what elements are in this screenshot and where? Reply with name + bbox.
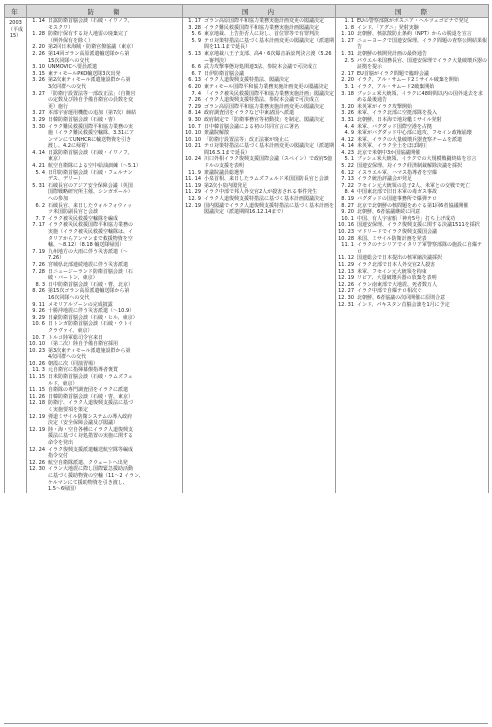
entry-text: 国連安保理、対イラク経済制裁解除決議を採択 <box>357 163 463 170</box>
defense-entry <box>27 203 182 216</box>
entry-text: イラク人道復興支援特措法に基づく基本計画閣議決定 <box>204 196 325 203</box>
entry-text: 日豪防衛首脳会談（石破・ヒル、東京） <box>48 314 138 321</box>
entry-text: イラク被災民救援空輸隊を編成 <box>48 215 119 222</box>
entry-text: 十勝沖地震に伴う災害派遣（～10.9） <box>48 308 135 315</box>
entry-date: 8. 3 <box>35 281 45 288</box>
year-cell <box>5 18 27 493</box>
entry-text: イラク、アル・サムード2破棄開始 <box>357 83 435 90</box>
international-entry <box>336 130 488 137</box>
entry-text: イラク復興支援派遣輸送航空隊等編成 指令交付 <box>48 446 134 460</box>
entry-date: 12. 31 <box>338 301 354 308</box>
entry-text: 米軍、イラクの大量破壊兵器査察チームを派遣 <box>357 136 463 143</box>
entry-date: 3. 27 <box>32 90 45 97</box>
entry-text: 第2次東ティモール派遣施設群から第 3次同群への交代 <box>48 77 131 90</box>
domestic-entry <box>183 156 335 169</box>
entry-date: 11. 15 <box>29 387 45 394</box>
international-entry <box>336 209 488 216</box>
entry-text: 北朝鮮の核開発計画の最終通告 <box>357 50 428 57</box>
entry-text: 第15次ゴラン高原派遣輸送隊から第 16次同隊への交代 <box>48 288 130 301</box>
entry-text: ゴラン高原国際平和協力業務実施計画変更の閣議決定 <box>204 103 325 110</box>
entry-date: 3. 28 <box>188 24 201 31</box>
entry-text: 九州地方の大雨に伴う災害派遣（～ 7.26） <box>48 248 129 262</box>
entry-text: 米英軍、イラク全土をほぼ制圧 <box>357 143 428 150</box>
defense-entry <box>27 269 182 282</box>
entry-text: 元自衛官に指揮幕僚指導者褒賞 <box>48 367 119 374</box>
entry-date: 10. 16 <box>338 222 354 229</box>
entry-date: 1. 14 <box>32 18 45 24</box>
entry-date: 6. 20 <box>188 83 201 90</box>
domestic-entry <box>183 38 335 51</box>
defense-entry <box>27 18 182 31</box>
entry-text: 米軍、バグダッド国際空港を占拠 <box>357 123 432 130</box>
entry-date: 7. 4 <box>191 90 201 97</box>
entry-date: 8. 19 <box>341 196 354 203</box>
entry-date: 3. 26 <box>341 110 354 117</box>
international-entry <box>336 31 488 38</box>
entry-text: 東京地裁八王子支部、高4・6次爆音訴訟判決言渡（5.26ー審判決） <box>204 50 332 64</box>
entry-text: 米軍、フセイン元大統領を拘束 <box>357 268 427 275</box>
entry-text: 「防衛庁設置法等一部改正法」（自衛官 の定数及び陸自予備自衛官の員数を変 更）施行 <box>48 90 136 110</box>
defense-entry <box>27 447 182 460</box>
entry-text: 航空自衛隊派遣、クウェートへ出発 <box>48 459 128 466</box>
year-column-header: 年 <box>5 5 27 18</box>
defense-column <box>27 18 183 493</box>
international-entry <box>336 196 488 203</box>
entry-date: 7. 26 <box>188 97 201 104</box>
entry-date: 10. 24 <box>185 156 201 163</box>
entry-date: 10. 23 <box>338 229 354 235</box>
entry-date: 10. 10 <box>185 130 201 137</box>
entry-text: 弾道ミサイル防衛システムの導入政府 決定（安全保障会議及び閣議） <box>48 413 133 427</box>
entry-text: 米英軍がイラク攻撃開始 <box>357 103 413 110</box>
defense-entry <box>27 308 182 315</box>
international-entry <box>336 18 488 25</box>
entry-text: 北京で北朝鮮の核問題をめぐる第1回6者協議開催 <box>357 202 469 209</box>
defense-entry <box>27 387 182 394</box>
entry-date: 10. 6 <box>32 321 45 328</box>
entry-text: 北朝鮮、6者協議継続に同意 <box>357 209 421 216</box>
international-column <box>336 18 489 493</box>
entry-text: ブッシュ米大統領、イラクに48時間以内の国外退去を求める最後通告 <box>357 90 483 104</box>
entry-date: 1. 31 <box>341 50 354 57</box>
entry-text: マドリードでイラク復興支援国会議 <box>357 229 438 235</box>
domestic-entry <box>183 97 335 104</box>
entry-text: イスラエル軍、ハマス指導者を空爆 <box>357 169 437 176</box>
entry-date: 11. 12 <box>338 255 354 262</box>
defense-entry <box>27 117 182 124</box>
domestic-entry <box>183 117 335 124</box>
entry-date: 10. 23 <box>29 347 45 354</box>
entry-text: 国内閣議でイラク人道復興支援特措法に基づく基本計画を閣議決定（派遣期間16.12.14まで） <box>204 202 335 216</box>
entry-text: 宮城県北部連続地震に伴う災害派遣 <box>48 261 129 268</box>
defense-entry <box>27 31 182 44</box>
entry-text: UNMOVICへ要員派遣 <box>48 64 97 71</box>
domestic-column-header: 国 内 <box>183 5 336 18</box>
entry-date: 2. 20 <box>32 44 45 51</box>
domestic-entry <box>183 196 335 203</box>
entry-text: 日米防衛首脳会談（石破・ラムズフェ ルド、東京） <box>48 374 133 387</box>
entry-date: 3. 18 <box>341 90 354 97</box>
defense-entry <box>27 170 182 183</box>
entry-date: 5. 4 <box>35 169 45 176</box>
international-entry <box>336 222 488 229</box>
chronology-page <box>4 4 488 723</box>
entry-text: 防衛庁保有する対人地雷の廃棄完了 （例外保有を除く） <box>48 31 129 44</box>
chronology-table <box>4 4 489 493</box>
entry-date: 3. 29 <box>32 116 45 123</box>
entry-date: 7. 19 <box>32 248 45 255</box>
entry-text: 川口外相イラク復興支援国際会議（スペイン）で政府5億ドルの支援を表明 <box>204 156 333 170</box>
entry-date: 2. 5 <box>344 57 354 64</box>
domestic-entry <box>183 130 335 137</box>
entry-date: 7. 7 <box>35 215 45 222</box>
entry-text: 政府制定で「防衛事務官等初動技」を制定、閣議決定 <box>204 116 325 123</box>
entry-text: 防衛庁、イラク人道復興支援法に基づ く実施要項を策定 <box>48 400 134 414</box>
entry-date: 5. 13 <box>188 50 201 57</box>
international-entry <box>336 262 488 269</box>
defense-entry <box>27 466 182 492</box>
entry-date: 10. 26 <box>29 360 45 367</box>
entry-text: 政府調査団をイラクなど中東諸国へ派遣 <box>204 110 295 117</box>
international-entry <box>336 77 488 84</box>
domestic-entry <box>183 176 335 183</box>
defense-entry <box>27 341 182 348</box>
entry-text: トルコ陸軍総司令官来日 <box>48 334 104 341</box>
entry-text: テロ対策特措法に基づく基本計画変更の閣議決定（派遣期間16.5.1まで延長） <box>204 143 335 156</box>
entry-text: イラン大地震に際し国際緊急援助活動 に基づく援助物資の空輸（11～2 イラン、 ケルマンにて援助物資を引き渡し、 1.5～6帰国） <box>48 466 144 493</box>
entry-date: 4. 12 <box>341 136 354 143</box>
entry-date: 12. 19 <box>29 426 45 433</box>
entry-text: イラク中部で邦人外交官2人が殺害される事件発生 <box>204 189 318 196</box>
international-entry <box>336 176 488 183</box>
defense-entry <box>27 321 182 334</box>
entry-text: イラン南東部で大地震、死者数万人 <box>357 281 438 288</box>
entry-text: イラクのナシリアでイタリア軍警察部隊の施設に自爆テロ <box>357 242 483 255</box>
entry-text: インド、パキスタン首脳会談を1月に予定 <box>357 301 450 308</box>
domestic-entry <box>183 51 335 64</box>
defense-entry <box>27 262 182 269</box>
entry-date: 8. 27 <box>341 202 354 209</box>
entry-date: 7. 17 <box>32 222 45 229</box>
year-label: 2003 （平成15） <box>7 20 23 40</box>
entry-date: 10. 21 <box>185 143 201 150</box>
entry-text: 中国、有人宇宙船「神舟5号」打ち上げ成功 <box>357 215 456 222</box>
entry-date: 12. 13 <box>338 268 354 275</box>
domestic-entry <box>183 110 335 117</box>
entry-text: 日印防衛首脳会談（石破・フェルナン デス、デリー） <box>48 169 133 183</box>
entry-text: メモリアルゾーンの完成披露 <box>48 301 113 308</box>
entry-text: イラク難民救援国際平和協力業務実施計画閣議決定 <box>204 24 320 31</box>
defense-entry <box>27 249 182 262</box>
entry-date: 5. 6 <box>191 31 201 38</box>
entry-text: イラク、アル・サムード2ミサイル破棄を開始 <box>357 77 459 84</box>
entry-date: 10. 28 <box>338 235 354 242</box>
entry-text: リビア、大量破壊兵器の放棄を表明 <box>357 275 437 282</box>
entry-text: 米国、ミサイル防衛計画を発表 <box>357 235 427 242</box>
table-body-row <box>5 18 489 493</box>
entry-text: 北朝鮮、核拡散防止条約（NPT）からの脱退を宣言 <box>357 31 472 38</box>
entry-date: 2. 20 <box>341 77 354 84</box>
international-entry <box>336 242 488 255</box>
international-entry <box>336 110 488 117</box>
entry-text: パウエル米国務長官、国連安保理でイラク大量破壊兵器の証拠を提示 <box>357 57 488 71</box>
entry-text: テロ対策特措法に基づく基本計画変更の閣議決定（派遣期間を11.1まで延長） <box>204 37 335 51</box>
entry-date: 10. 7 <box>32 334 45 341</box>
entry-date: 4. 23 <box>341 149 354 156</box>
entry-text: 東ティモール国際平和協力業務実施計画変更の閣議決定 <box>204 83 329 90</box>
defense-entry <box>27 222 182 248</box>
entry-text: バグダッドの国連事務所で爆弾テロ <box>357 196 437 203</box>
entry-text: 陸・海・空自各種にイラク人道復興支 援法に基づく対処措置の実施に関する 命令を発出 <box>48 426 134 446</box>
entry-date: 10. 10 <box>29 341 45 348</box>
entry-text: 日韓防衛首脳会談（石破・曺、東京） <box>48 393 134 400</box>
entry-text: 武力攻撃事態対処関連3法、参院本会議で可決成立 <box>204 64 318 71</box>
entry-text: 日ニュージーランド防衛首脳会談（石 破・バートン、東京） <box>48 268 133 282</box>
entry-text: 本部宇宙運用機能の追加（第7次）締結 <box>48 110 137 117</box>
entry-date: 3. 20 <box>341 103 354 110</box>
defense-column-header: 防 衛 <box>27 5 183 18</box>
entry-text: EUの警察部隊がボスニア・ヘルツェゴビナで発足 <box>357 18 469 24</box>
entry-text: 小泉首相、来日したラムズフェルド米国国防長官と会談 <box>204 176 329 183</box>
entry-date: 1. 28 <box>32 31 45 38</box>
entry-date: 8. 14 <box>188 110 201 117</box>
international-entry <box>336 91 488 104</box>
entry-date: 11. 1 <box>341 242 354 249</box>
entry-date: 9. 26 <box>32 308 45 315</box>
defense-entry <box>27 91 182 111</box>
entry-text: 第2回日米海賊・防衛官僚協議（東京） <box>48 44 137 51</box>
defense-entry <box>27 348 182 361</box>
entry-text: 第3次東ティモール派遣施設群から第 4次同群への交代 <box>48 347 131 361</box>
entry-date: 7. 29 <box>188 103 201 110</box>
entry-date: 7. 13 <box>341 176 354 183</box>
defense-entry <box>27 44 182 51</box>
entry-date: 11. 29 <box>185 189 201 196</box>
entry-date: 8. 26 <box>32 288 45 295</box>
domestic-entry <box>183 77 335 84</box>
entry-text: 「イラク被災民救援国際平和協力業務実施計画」閣議決定 <box>204 90 335 97</box>
entry-text: イラク人道復興支援特措法、参院本会議で可決成立 <box>204 97 320 104</box>
entry-date: 12. 30 <box>338 294 354 301</box>
entry-date: 1. 8 <box>344 24 354 31</box>
entry-text: EU首脳がイラク問題で臨時会議 <box>357 70 429 77</box>
entry-date: 11. 29 <box>338 261 354 268</box>
entry-text: 日露防衛首脳会談（石破・イワノフ、 モスクワ） <box>48 18 133 31</box>
entry-date: 3. 1 <box>344 83 354 90</box>
international-entry <box>336 288 488 295</box>
international-entry <box>336 51 488 58</box>
table-header-row <box>5 5 489 18</box>
entry-date: 12. 18 <box>29 400 45 407</box>
entry-text: インド、「アグニ」発射実験 <box>357 24 419 31</box>
domestic-entry <box>183 18 335 25</box>
entry-date: 12. 19 <box>29 413 45 420</box>
entry-date: 3. 10 <box>32 64 45 71</box>
entry-text: 国連安保理、イラク復興支援に関する決議1511を採択 <box>357 222 480 229</box>
entry-date: 1. 10 <box>341 31 354 38</box>
defense-entry <box>27 414 182 427</box>
entry-text: 衆議院解散 <box>204 130 230 137</box>
entry-text: 航空自衛隊による空中給油訓練（～5.1） <box>48 163 141 170</box>
entry-date: 7. 28 <box>32 268 45 275</box>
entry-date: 12. 27 <box>338 288 354 295</box>
entry-date: 3. 31 <box>341 116 354 123</box>
entry-date: 12. 24 <box>29 446 45 453</box>
international-entry <box>336 295 488 302</box>
domestic-entry <box>183 143 335 156</box>
entry-date: 9. 29 <box>32 314 45 321</box>
entry-date: 11. 19 <box>185 182 201 189</box>
entry-date: 3. 27 <box>32 110 45 117</box>
international-entry <box>336 38 488 51</box>
entry-text: 国連総会で日本提出の核軍縮決議採択 <box>357 255 443 262</box>
entry-text: 自衛隊の専門調査団をイラクに派遣 <box>48 387 129 394</box>
entry-date: 3. 30 <box>32 123 45 130</box>
entry-text: イラク中部で自爆テロ相次ぐ <box>357 288 423 295</box>
entry-text: 米軍がバグダッド中心部に進攻、フセイン政権崩壊 <box>357 130 472 137</box>
entry-text: イラク被災民救援国際平和協力業務の 実施（イラク被災民救援空輸隊は、イ タリアからアンマンまで救援物資を空 輸、～8.12）（8.18 輸送隊帰国） <box>48 222 134 249</box>
entry-text: ニューヨークで国連安保理、イラク問題の查察公開結果報告 <box>357 37 488 51</box>
entry-text: 「防衛庁設置法等」改正法案が廃止に <box>204 136 290 143</box>
entry-text: 第2次小泉内閣発足 <box>204 182 248 189</box>
entry-date: 9. 11 <box>32 301 45 308</box>
international-entry <box>336 58 488 71</box>
defense-entry <box>27 77 182 90</box>
entry-date: 4. 9 <box>344 130 354 137</box>
international-entry <box>336 163 488 170</box>
entry-text: ブッシュ米大統領、イラクでの大規模戦闘終結を宣言 <box>357 156 477 163</box>
entry-text: イラク人道復興支援特措法、閣議決定 <box>204 77 290 84</box>
entry-text: 衆議院議員総選挙 <box>204 169 245 176</box>
defense-entry <box>27 427 182 447</box>
entry-text: 米軍、イラク北部に空挺部隊を投入 <box>357 110 438 117</box>
defense-entry <box>27 400 182 413</box>
entry-text: ゴラン高原国際平和協力業務実施計画変更の閣議決定 <box>204 18 325 24</box>
international-entry <box>336 143 488 150</box>
entry-date: 11. 26 <box>29 393 45 400</box>
international-column-header: 国 際 <box>336 5 489 18</box>
entry-date: 6. 7 <box>191 70 201 77</box>
entry-text: 東ティモールPKO輸送隊3次出発 <box>48 70 121 77</box>
entry-text: 日露防衛首脳会談（石破・イワノフ、 東京） <box>48 149 133 163</box>
defense-entry <box>27 64 182 71</box>
international-entry <box>336 275 488 282</box>
entry-date: 5. 31 <box>32 182 45 189</box>
entry-date: 1. 1 <box>344 18 354 24</box>
domestic-column <box>183 18 336 493</box>
entry-text: 日トンガ防衛首脳会談（石破・ウトイ クラヴァイ、東京） <box>48 321 133 334</box>
defense-entry <box>27 288 182 301</box>
defense-entry <box>27 183 182 203</box>
entry-date: 3. 26 <box>32 77 45 84</box>
entry-text: 東京地裁、上告拒否人に対し、首位罪等で有罪判決 <box>204 31 320 38</box>
defense-entry <box>27 150 182 163</box>
entry-text: 石破長官のアジア安全保障会議（英国 国際戦略研究所主催、シンガポール） への参加 <box>48 182 133 203</box>
entry-date: 8. 4 <box>344 189 354 196</box>
entry-date: 4. 14 <box>32 149 45 156</box>
international-entry <box>336 117 488 124</box>
domestic-entry <box>183 64 335 71</box>
entry-date: 12. 26 <box>29 459 45 466</box>
entry-date: 11. 9 <box>188 169 201 176</box>
entry-date: 12. 30 <box>29 466 45 473</box>
entry-date: 10. 7 <box>188 123 201 130</box>
international-entry <box>336 84 488 91</box>
defense-entry <box>27 163 182 170</box>
entry-text: 北京で米朝中3か国協議開催 <box>357 149 421 156</box>
entry-text: 日中防衛首脳会談（石破・曹、北京） <box>48 281 134 288</box>
defense-entry <box>27 374 182 387</box>
international-entry <box>336 302 488 309</box>
entry-date: 2. 26 <box>32 50 45 57</box>
entry-date: 2. 17 <box>341 70 354 77</box>
domestic-entry <box>183 203 335 216</box>
entry-date: 9. 20 <box>341 209 354 216</box>
international-entry <box>336 255 488 262</box>
entry-date: 6. 2 <box>35 202 45 209</box>
entry-date: 11. 14 <box>185 176 201 183</box>
entry-date: 5. 9 <box>191 37 201 44</box>
entry-text: 第14回ゴラン高原派遣輸送隊から第 15次同隊への交代 <box>48 50 130 64</box>
entry-date: 6. 13 <box>188 77 201 84</box>
entry-date: 9. 30 <box>188 116 201 123</box>
entry-text: 石破長官、来日したウォルフォウィッ ツ米国防副長官と会談 <box>48 202 133 216</box>
entry-date: 6. 12 <box>341 169 354 176</box>
entry-date: 4. 14 <box>341 143 354 150</box>
entry-date: 10. 1 <box>341 215 354 222</box>
entry-date: 4. 21 <box>32 163 45 170</box>
entry-date: 10. 10 <box>185 136 201 143</box>
entry-text: 北朝鮮、6者協議の次回開催に原則合意 <box>357 294 446 301</box>
entry-date: 1. 17 <box>188 18 201 24</box>
international-entry <box>336 229 488 236</box>
entry-text: イラク難民救援国際平和協力業務の実 施（イラク難民救援空輸隊、3.31にア ンマンにてUNHCRに輸送物資を引き 渡し、4.2に帰着） <box>48 123 135 150</box>
entry-text: イラク北部で日本人外交官2人殺害 <box>357 261 436 268</box>
entry-date: 6. 6 <box>191 64 201 71</box>
entry-text: 日韓防衛首脳会談（石破・曺） <box>48 116 119 123</box>
table-bottom-border <box>4 723 488 724</box>
entry-date: 11. 3 <box>32 367 45 374</box>
entry-text: イラク統治評議会が発足 <box>357 176 413 183</box>
entry-date: 7. 22 <box>341 182 354 189</box>
entry-date: 7. 26 <box>32 261 45 268</box>
entry-date: 5. 22 <box>341 163 354 170</box>
entry-text: （第二次）陸自予備自衛官採用 <box>48 341 119 348</box>
defense-entry <box>27 110 182 117</box>
entry-date: 12. 9 <box>188 196 201 203</box>
entry-text: 北朝鮮、日本海で地対艦ミサイル発射 <box>357 116 442 123</box>
entry-text: 日中韓首脳会議による初の共同宣言に署名 <box>204 123 300 130</box>
entry-date: 4. 4 <box>344 123 354 130</box>
domestic-entry <box>183 31 335 38</box>
entry-text: 中国東北部で旧日本軍の毒ガス事故 <box>357 189 438 196</box>
entry-text: 日伊防衛首脳会議 <box>204 70 245 77</box>
entry-date: 5. 1 <box>344 156 354 163</box>
entry-date: 1. 27 <box>341 37 354 44</box>
defense-entry <box>27 124 182 150</box>
entry-date: 12. 26 <box>338 281 354 288</box>
domestic-entry <box>183 84 335 91</box>
entry-text: フセイン元大統領の息子2人、米軍との交戦で死亡 <box>357 182 470 189</box>
entry-text: 朝霞に次（同演習場） <box>48 360 99 367</box>
entry-date: 3. 15 <box>32 70 45 77</box>
entry-date: 12. 19 <box>338 275 354 282</box>
defense-entry <box>27 51 182 64</box>
entry-date: 12. 19 <box>185 202 201 209</box>
entry-date: 11. 15 <box>29 374 45 381</box>
